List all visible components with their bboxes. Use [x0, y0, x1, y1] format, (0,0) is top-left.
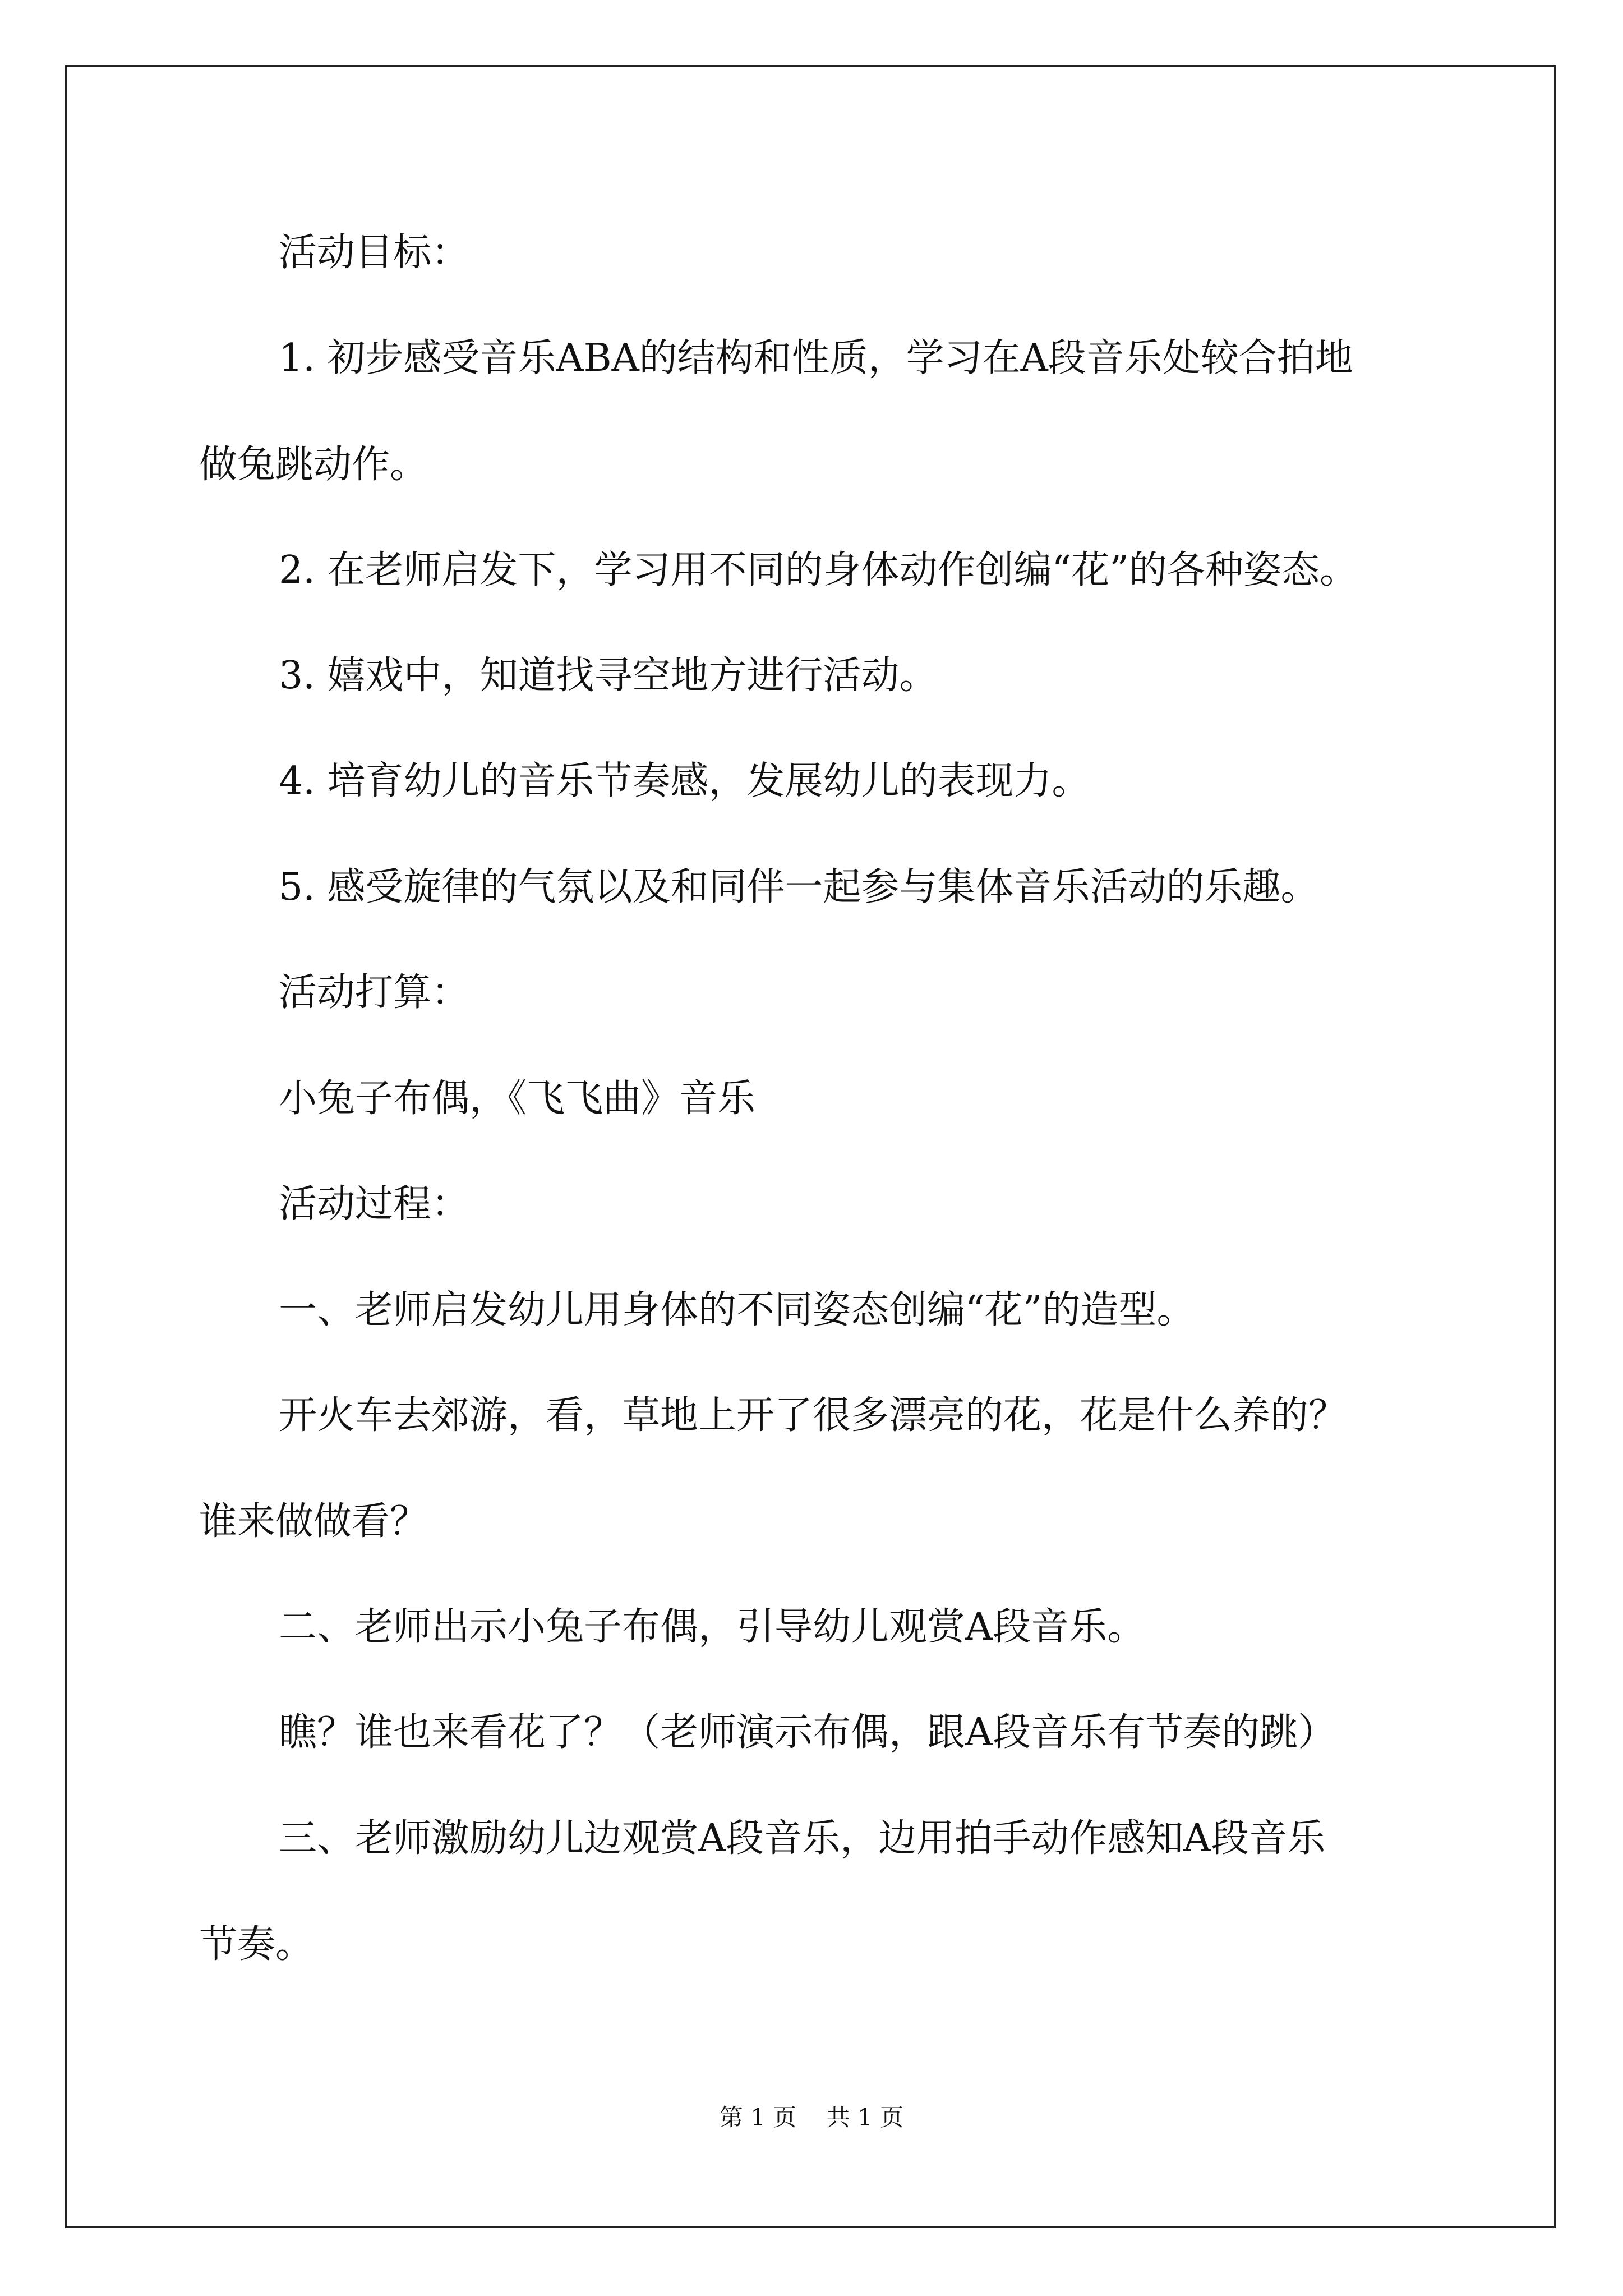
process-step-1-detail-line-1: 开火车去郊游，看，草地上开了很多漂亮的花，花是什么养的？: [279, 1393, 1347, 1438]
process-step-1: 一、老师启发幼儿用身体的不同姿态创编“花”的造型。: [279, 1288, 1195, 1332]
goal-5: 5. 感受旋律的气氛以及和同伴一起参与集体音乐活动的乐趣。: [279, 865, 1319, 909]
goal-4: 4. 培育幼儿的音乐节奏感，发展幼儿的表现力。: [279, 759, 1090, 803]
heading-activity-preparation: 活动打算：: [279, 970, 470, 1015]
goal-2: 2. 在老师启发下，学习用不同的身体动作创编“花”的各种姿态。: [279, 548, 1358, 592]
process-step-3-line-2: 节奏。: [199, 1922, 314, 1967]
goal-1-line-2: 做兔跳动作。: [199, 443, 428, 487]
process-step-3-line-1: 三、老师激励幼儿边观赏A段音乐，边用拍手动作感知A段音乐: [279, 1816, 1326, 1861]
process-step-2-detail: 瞧？谁也来看花了？（老师演示布偶，跟A段音乐有节奏的跳）: [279, 1710, 1336, 1755]
page-number-footer: 第 1 页 共 1 页: [719, 2104, 904, 2131]
heading-activity-goals: 活动目标：: [279, 231, 470, 275]
goal-1-line-1: 1. 初步感受音乐ABA的结构和性质，学习在A段音乐处较合拍地: [279, 336, 1353, 380]
page-border: [65, 65, 1556, 2228]
preparation-materials: 小兔子布偶，《飞飞曲》音乐: [279, 1076, 756, 1121]
heading-activity-process: 活动过程：: [279, 1182, 470, 1226]
process-step-1-detail-line-2: 谁来做做看？: [199, 1499, 428, 1544]
process-step-2: 二、老师出示小兔子布偶，引导幼儿观赏A段音乐。: [279, 1605, 1146, 1649]
goal-3: 3. 嬉戏中，知道找寻空地方进行活动。: [279, 654, 938, 698]
